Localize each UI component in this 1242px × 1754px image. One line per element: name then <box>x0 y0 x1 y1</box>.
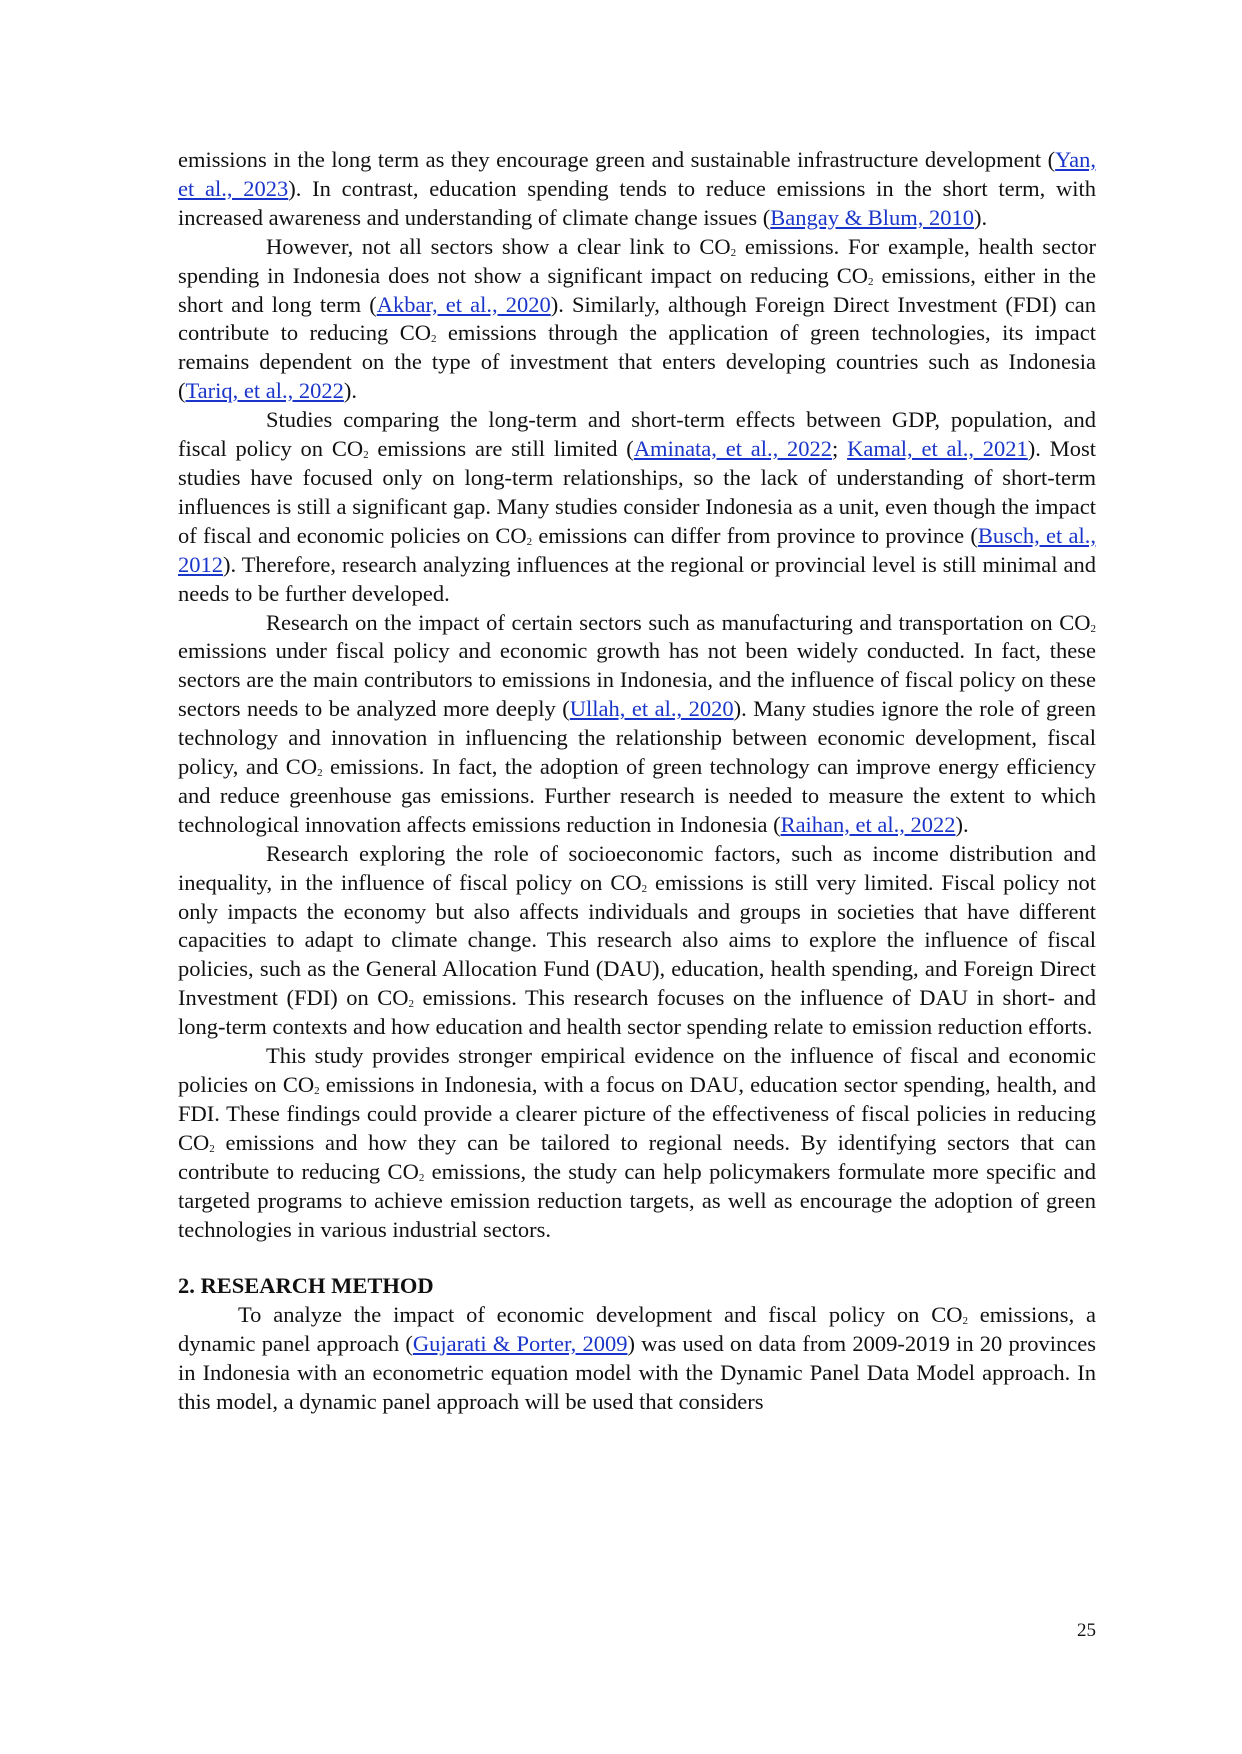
subscript: 2 <box>868 275 874 288</box>
citation-ullah-2020[interactable]: Ullah, et al., 2020 <box>569 696 734 722</box>
paragraph-4: Research on the impact of certain sectors such as manufacturing and transportation on $CO_2$ emissions under fiscal policy and economic growth has not been widely conducted. In fact, these sectors are the main contributors to emissions in Indonesia, and the influence of fiscal policy on these sectors needs to be analyzed more deeply (Ullah, et al., 2020). Many studies ignore the role of green technology and innovation in influencing the relationship between economic development, fiscal policy, and $CO_2$ emissions. In fact, the adoption of green technology can improve energy efficiency and reduce greenhouse gas emissions. Further research is needed to measure the extent to which technological innovation affects emissions reduction in Indonesia (Raihan, et al., 2022). <box>178 609 1097 837</box>
paragraph-7: To analyze the impact of economic development and fiscal policy on $CO_2$ emissions, a dynamic panel approach (Gujarati & Porter, 2009) was used on data from 2009-2019 in 20 provinces in Indonesia with an econometric equation model with the Dynamic Panel Data Model approach. In this model, a dynamic panel approach will be used that considers <box>178 1302 1097 1415</box>
subscript: 2 <box>314 1085 320 1097</box>
subscript: 2 <box>209 1142 215 1155</box>
subscript: 2 <box>408 998 414 1011</box>
citation-aminata-2022[interactable]: Aminata, et al., 2022 <box>633 436 833 462</box>
citation-kamal-2021[interactable]: Kamal, et al., 2021 <box>847 436 1028 462</box>
subscript: 2 <box>418 1171 425 1184</box>
paragraph-3: Studies comparing the long-term and short-term effects between GDP, population, and fiscal policy on $CO_2$ emissions are still limited (Aminata, et al., 2022; Kamal, et al., 2021). Most studies have focused only on long-term relationships, so the lack of understanding of short-term influences is still a significant gap. Many studies consider Indonesia as a unit, even though the impact of fiscal and economic policies on $CO_2$ emissions can differ from province to province (Busch, et al., 2012). Therefore, research analyzing influences at the regional or provincial level is still minimal and needs to be further developed. <box>178 407 1096 606</box>
citation-bangay-blum-2010[interactable]: Bangay & Blum, 2010 <box>770 204 975 230</box>
paragraph-2: However, not all sectors show a clear link to $CO_2$ emissions. For example, health sector spending in Indonesia does not show a significant impact on reducing $CO_2$ emissions, either in the short and long term (Akbar, et al., 2020). Similarly, although Foreign Direct Investment (FDI) can contribute to reducing $CO_2$ emissions through the application of green technologies, its impact remains dependent on the type of investment that enters developing countries such as Indonesia (Tariq, et al., 2022). <box>178 233 1097 404</box>
citation-gujarati-porter-2009[interactable]: Gujarati & Porter, 2009 <box>412 1331 628 1357</box>
section-heading: 2. RESEARCH METHOD <box>178 1273 434 1299</box>
paragraph-5: Research exploring the role of socioeconomic factors, such as income distribution and inequality, in the influence of fiscal policy on $CO_2$ emissions is still very limited. Fiscal policy not only impacts the economy but also affects individuals and groups in societies that have different capacities to adapt to climate change. This research also aims to explore the influence of fiscal policies, such as the General Allocation Fund (DAU), education, health spending, and Foreign Direct Investment (FDI) on $CO_2$ emissions. This research focuses on the influence of DAU in short- and long-term contexts and how education and health sector spending relate to emission reduction efforts. <box>178 840 1096 1040</box>
citation-yan-2023[interactable]: Yan, et al., 2023 <box>178 147 1096 201</box>
subscript: 2 <box>526 535 533 548</box>
subscript: 2 <box>430 333 437 346</box>
subscript: 2 <box>317 767 323 780</box>
paragraph-6: This study provides stronger empirical evidence on the influence of fiscal and economic policies on $CO_2$ emissions in Indonesia, with a focus on DAU, education sector spending, health, and FDI. These findings could provide a clearer picture of the effectiveness of fiscal policies in reducing $CO_2$ emissions and how they can be tailored to regional needs. By identifying sectors that can contribute to reducing $CO_2$ emissions, the study can help policymakers formulate more specific and targeted programs to achieve emission reduction targets, as well as encourage the adoption of green technologies in various industrial sectors. <box>178 1043 1096 1242</box>
subscript: 2 <box>730 246 737 259</box>
page-body <box>178 146 1096 1417</box>
citation-raihan-2022[interactable]: Raihan, et al., 2022 <box>780 811 956 837</box>
citation-akbar-2020[interactable]: Akbar, et al., 2020 <box>376 291 551 317</box>
citation-tariq-2022[interactable]: Tariq, et al., 2022 <box>185 378 344 404</box>
page-number: 25 <box>1077 1620 1096 1641</box>
subscript: 2 <box>962 1315 968 1328</box>
subscript: 2 <box>1090 622 1096 635</box>
citation-busch-2012[interactable]: Busch, et al., 2012 <box>178 522 1096 577</box>
paragraph-1: emissions in the long term as they encourage green and sustainable infrastructure development (Yan, et al., 2023). In contrast, education spending tends to reduce emissions in the short term, with increased awareness and understanding of climate change issues (Bangay & Blum, 2010). <box>178 147 1096 230</box>
subscript: 2 <box>641 882 648 895</box>
subscript: 2 <box>363 449 369 462</box>
